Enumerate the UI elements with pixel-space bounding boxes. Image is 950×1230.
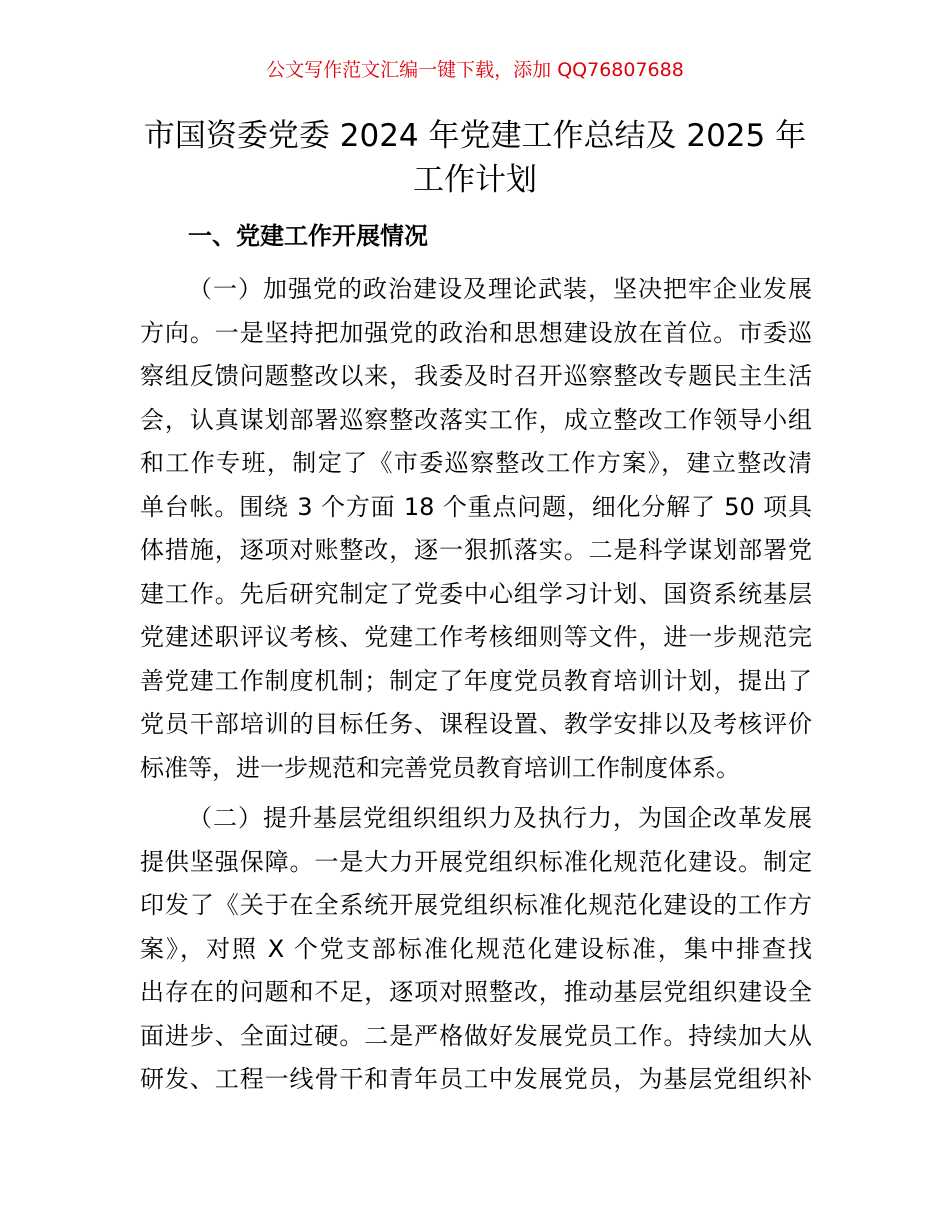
paragraph-line: 善党建工作制度机制；制定了年度党员教育培训计划，提出了 bbox=[140, 666, 812, 695]
paragraph-line: 体措施，逐项对账整改，逐一狠抓落实。二是科学谋划部署党 bbox=[140, 536, 812, 564]
paragraph-line: 研发、工程一线骨干和青年员工中发展党员，为基层党组织补 bbox=[140, 1065, 812, 1093]
paragraph-line: 党建述职评议考核、党建工作考核细则等文件，进一步规范完 bbox=[140, 623, 812, 651]
paragraph-line: 和工作专班，制定了《市委巡察整改工作方案》，建立整改清 bbox=[140, 449, 812, 477]
watermark-text: 公文写作范文汇编一键下载，添加 QQ76807688 bbox=[266, 59, 684, 81]
paragraph-line: 印发了《关于在全系统开展党组织标准化规范化建设的工作方 bbox=[140, 891, 812, 919]
paragraph-line: 提供坚强保障。一是大力开展党组织标准化规范化建设。制定 bbox=[140, 847, 812, 876]
paragraph-line: 察组反馈问题整改以来，我委及时召开巡察整改专题民主生活 bbox=[140, 362, 812, 390]
paragraph-line: 党员干部培训的目标任务、课程设置、教学安排以及考核评价 bbox=[140, 710, 812, 738]
paragraph-line: 会，认真谋划部署巡察整改落实工作，成立整改工作领导小组 bbox=[140, 405, 812, 434]
paragraph-line: 单台帐。围绕 3 个方面 18 个重点问题，细化分解了 50 项具 bbox=[140, 492, 812, 521]
paragraph-line: （二）提升基层党组织组织力及执行力，为国企改革发展 bbox=[188, 804, 812, 832]
title-line: 市国资委党委 2024 年党建工作总结及 2025 年 bbox=[143, 118, 807, 154]
document-title bbox=[100, 114, 850, 202]
paragraph-line: 面进步、全面过硬。二是严格做好发展党员工作。持续加大从 bbox=[140, 1021, 812, 1050]
paragraph-line: 方向。一是坚持把加强党的政治和思想建设放在首位。市委巡 bbox=[140, 318, 812, 347]
paragraph-line: 建工作。先后研究制定了党委中心组学习计划、国资系统基层 bbox=[140, 579, 812, 608]
paragraph-2 bbox=[140, 797, 812, 1102]
paragraph-line: （一）加强党的政治建设及理论武装，坚决把牢企业发展 bbox=[188, 275, 812, 303]
title-line: 工作计划 bbox=[413, 162, 537, 198]
section-heading: 一、党建工作开展情况 bbox=[188, 222, 428, 250]
paragraph-1 bbox=[140, 268, 812, 790]
paragraph-line: 案》，对照 X 个党支部标准化规范化建设标准，集中排查找 bbox=[140, 934, 812, 963]
paragraph-line: 标准等，进一步规范和完善党员教育培训工作制度体系。 bbox=[140, 753, 740, 782]
paragraph-line: 出存在的问题和不足，逐项对照整改，推动基层党组织建设全 bbox=[140, 978, 812, 1006]
